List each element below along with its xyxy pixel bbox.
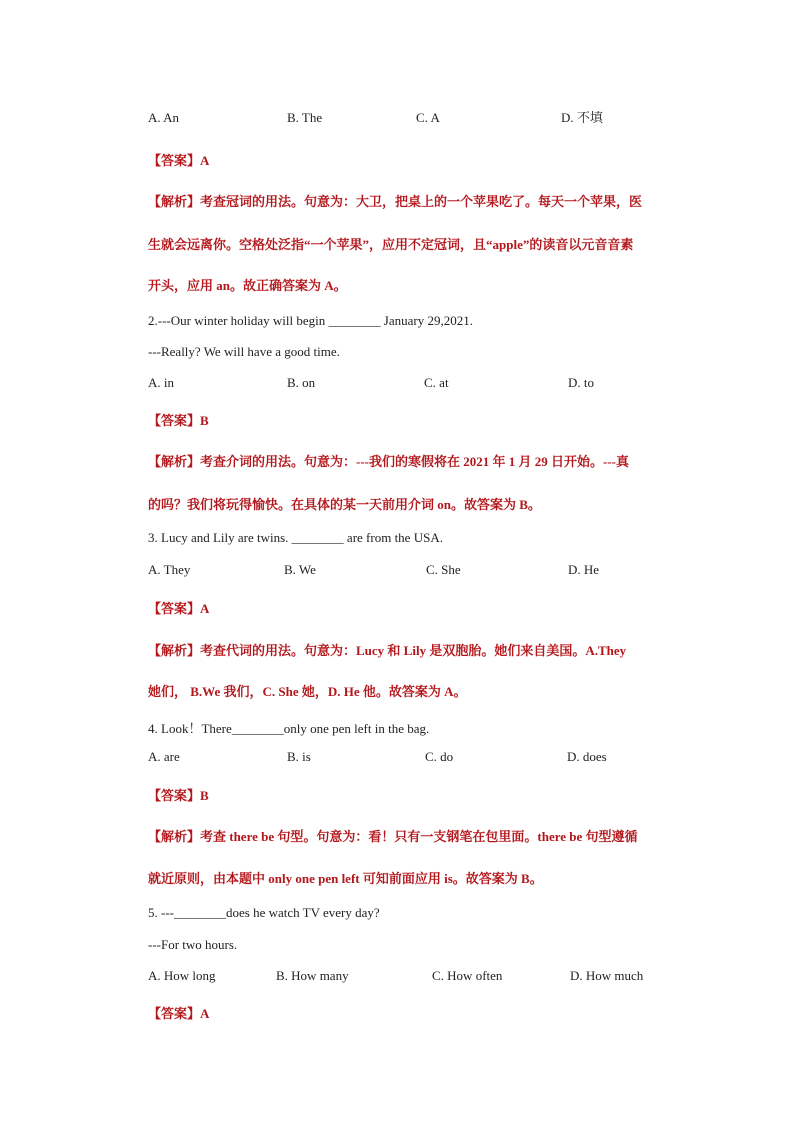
q4-option-b: B. is [287, 749, 311, 764]
q4-explanation-line-2: 就近原则，由本题中 only one pen left 可知前面应用 is。故答案为 B。 [148, 871, 543, 886]
q5-option-d: D. How much [570, 968, 644, 983]
q5-option-a: A. How long [148, 968, 216, 983]
q2-answer: 【答案】B [148, 413, 209, 428]
q5-answer: 【答案】A [148, 1006, 210, 1021]
q1-explanation-line-3: 开头，应用 an。故正确答案为 A。 [148, 278, 347, 293]
q3-question: 3. Lucy and Lily are twins. ________ are from the USA. [148, 530, 443, 545]
q2-option-d: D. to [568, 375, 594, 390]
q4-question: 4. Look！There________only one pen left in the bag. [148, 721, 430, 736]
q5-option-b: B. How many [276, 968, 349, 983]
q4-option-a: A. are [148, 749, 180, 764]
q2-option-c: C. at [424, 375, 449, 390]
q1-option-b: B. The [287, 110, 323, 125]
q1-explanation-line-1: 【解析】考查冠词的用法。句意为：大卫，把桌上的一个苹果吃了。每天一个苹果，医 [148, 194, 643, 209]
q2-question: 2.---Our winter holiday will begin ________ January 29,2021. [148, 313, 473, 328]
q4-option-d: D. does [567, 749, 607, 764]
q5-dialog: ---For two hours. [148, 937, 238, 952]
q3-option-d: D. He [568, 562, 600, 577]
q1-option-c: C. A [416, 110, 440, 125]
q3-explanation-line-2: 她们， B.We 我们，C. She 她，D. He 他。故答案为 A。 [148, 684, 467, 699]
q1-answer: 【答案】A [148, 153, 210, 168]
q1-explanation-line-2: 生就会远离你。空格处泛指“一个苹果”，应用不定冠词，且“apple”的读音以元音音素 [148, 237, 634, 252]
q3-explanation-line-1: 【解析】考查代词的用法。句意为：Lucy 和 Lily 是双胞胎。她们来自美国。A.They [148, 643, 627, 658]
q3-answer: 【答案】A [148, 601, 210, 616]
q2-explanation-line-1: 【解析】考查介词的用法。句意为：---我们的寒假将在 2021 年 1 月 29 日开始。---真 [148, 454, 629, 469]
q5-question: 5. ---________does he watch TV every day? [148, 905, 380, 920]
q3-option-b: B. We [284, 562, 316, 577]
q1-option-d: D. 不填 [561, 110, 603, 125]
q4-option-c: C. do [425, 749, 454, 764]
q1-option-a: A. An [148, 110, 180, 125]
q2-option-a: A. in [148, 375, 174, 390]
q5-option-c: C. How often [432, 968, 503, 983]
q4-answer: 【答案】B [148, 788, 209, 803]
q2-dialog: ---Really? We will have a good time. [148, 344, 340, 359]
q4-explanation-line-1: 【解析】考查 there be 句型。句意为：看！只有一支钢笔在包里面。there be 句型遵循 [148, 829, 638, 844]
q2-explanation-line-2: 的吗？我们将玩得愉快。在具体的某一天前用介词 on。故答案为 B。 [148, 497, 541, 512]
q3-option-a: A. They [148, 562, 191, 577]
q2-option-b: B. on [287, 375, 316, 390]
q3-option-c: C. She [426, 562, 461, 577]
